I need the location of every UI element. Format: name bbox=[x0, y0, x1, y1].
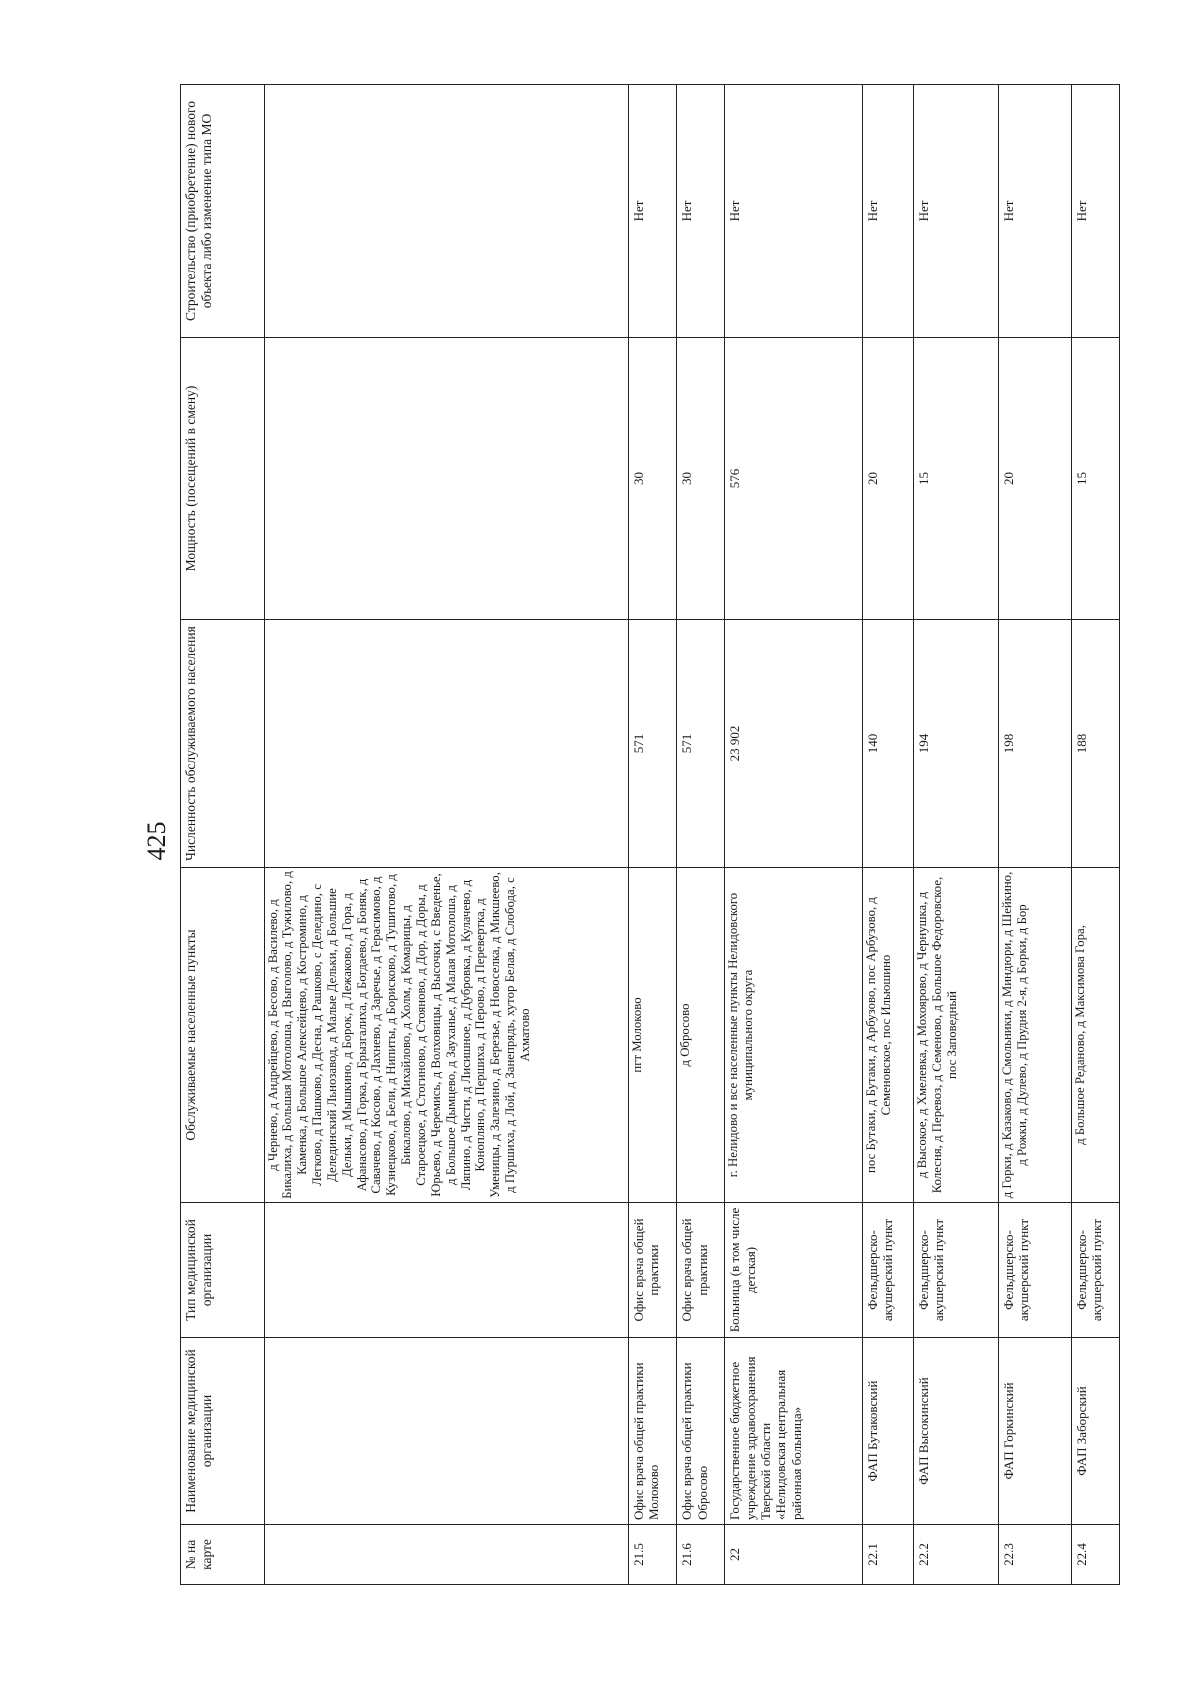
table-row bbox=[914, 85, 999, 1585]
table-row bbox=[628, 85, 677, 1585]
cell-population: 188 bbox=[1071, 620, 1119, 868]
cell-population: 198 bbox=[999, 620, 1072, 868]
cell-population: 571 bbox=[677, 620, 725, 868]
cell-served-localities: д Обросово bbox=[677, 868, 725, 1203]
rotated-table-container bbox=[180, 85, 1120, 1585]
cell-org-name: ФАП Заборский bbox=[1071, 1338, 1119, 1525]
cell-capacity: 576 bbox=[725, 338, 863, 620]
table-row bbox=[677, 85, 725, 1585]
cell-construction: Нет bbox=[628, 85, 677, 338]
page-number: 425 bbox=[142, 821, 171, 861]
cell-capacity: 30 bbox=[677, 338, 725, 620]
cell-construction: Нет bbox=[914, 85, 999, 338]
cell-construction: Нет bbox=[862, 85, 913, 338]
cell-map-number: 21.5 bbox=[628, 1525, 677, 1585]
cell-map-number: 22.2 bbox=[914, 1525, 999, 1585]
cell-org-type: Фельдшерско-акушерский пункт bbox=[1071, 1203, 1119, 1338]
cell-org-type: Офис врача общей практики bbox=[628, 1203, 677, 1338]
cell-population: 571 bbox=[628, 620, 677, 868]
cell-capacity: 15 bbox=[1071, 338, 1119, 620]
cell-map-number: 21.6 bbox=[677, 1525, 725, 1585]
header-construction: Строительство (приобретение) нового объекта либо изменение типа МО bbox=[181, 85, 265, 338]
cell-map-number: 22.1 bbox=[862, 1525, 913, 1585]
header-org-type: Тип медицинской организации bbox=[181, 1203, 265, 1338]
cell-org-type: Фельдшерско-акушерский пункт bbox=[999, 1203, 1072, 1338]
cell-served-localities: д Чернево, д Андрейцево, д Бесово, д Василево, д Бикалиха, д Большая Мотолоша, д Выголово, д Тужилово, д Каменка, д Большое Алексейцево, д Костромино, д Легково, д Пашково, д Десна, д Рашково, с Деледино, с Делединский Льнозавод, д Малые Дельки, д Большие Дельки, д Мышкино, д Борок, д Лежаково, д Гора, д Афанасово, д Горка, д Брызгалиха, д Богдаево, д Боняк, д Савачево, д Косово, д Лахнево, д Заречье, д Герасимово, д Кузнецково, д Бели, д Нипиты, д Борисково, д Тушитово, д Бикалово, д Михайлово, д Холм, д Комарицы, д Староецкое, д Стогиново, д Стояново, д Дор, д Доры, д Юрьево, д Черемись, д Волховицы, д Высочки, с Введенье, д Большое Дымцево, д Зауханье, д Малая Мотолоша, д Ляпино, д Чисти, д Лисишное, д Дубровка, д Кулачево, д Конопляно, д Першиха, д Перово, д Перевертка, д Уменицы, д Залезино, д Березье, д Новоселка, д Микшеево, д Пуршиха, д Лой, д Занепрядь, хутор Белая, д Слобода, с Ахматово bbox=[264, 868, 628, 1203]
table-row bbox=[999, 85, 1072, 1585]
medical-organizations-table bbox=[180, 84, 1120, 1585]
cell-served-localities: пгт Молоково bbox=[628, 868, 677, 1203]
header-served-localities: Обслуживаемые населенные пункты bbox=[181, 868, 265, 1203]
cell-population: 23 902 bbox=[725, 620, 863, 868]
cell-org-name: Офис врача общей практики Молоково bbox=[628, 1338, 677, 1525]
cell-construction: Нет bbox=[725, 85, 863, 338]
table-row bbox=[1071, 85, 1119, 1585]
cell-capacity bbox=[264, 338, 628, 620]
cell-population bbox=[264, 620, 628, 868]
cell-org-type: Офис врача общей практики bbox=[677, 1203, 725, 1338]
cell-map-number bbox=[264, 1525, 628, 1585]
cell-map-number: 22.3 bbox=[999, 1525, 1072, 1585]
table-header-row bbox=[181, 85, 265, 1585]
cell-capacity: 30 bbox=[628, 338, 677, 620]
cell-population: 140 bbox=[862, 620, 913, 868]
cell-served-localities: д Горки, д Казаково, д Смольники, д Миндюри, д Шейкино, д Рожки, д Дулево, д Прудня 2-я, д Борки, д Бор bbox=[999, 868, 1072, 1203]
header-map-number: № на карте bbox=[181, 1525, 265, 1585]
cell-map-number: 22 bbox=[725, 1525, 863, 1585]
header-population: Численность обслуживаемого населения bbox=[181, 620, 265, 868]
cell-served-localities: пос Бутаки, д Бутаки, д Арбузово, пос Арбузово, д Семеновское, пос Ильюшино bbox=[862, 868, 913, 1203]
cell-org-name: Государственное бюджетное учреждение здравоохранения Тверской области «Нелидовская центральная районная больница» bbox=[725, 1338, 863, 1525]
cell-map-number: 22.4 bbox=[1071, 1525, 1119, 1585]
cell-org-type: Фельдшерско-акушерский пункт bbox=[862, 1203, 913, 1338]
cell-served-localities: г. Нелидово и все населенные пункты Нелидовского муниципального округа bbox=[725, 868, 863, 1203]
cell-capacity: 20 bbox=[999, 338, 1072, 620]
cell-org-type bbox=[264, 1203, 628, 1338]
cell-org-name: Офис врача общей практики Обросово bbox=[677, 1338, 725, 1525]
cell-construction bbox=[264, 85, 628, 338]
cell-org-name: ФАП Горкинский bbox=[999, 1338, 1072, 1525]
cell-org-name: ФАП Бутаковский bbox=[862, 1338, 913, 1525]
header-capacity: Мощность (посещений в смену) bbox=[181, 338, 265, 620]
cell-served-localities: д Большое Реданово, д Максимова Гора, bbox=[1071, 868, 1119, 1203]
table-row bbox=[264, 85, 628, 1585]
cell-construction: Нет bbox=[677, 85, 725, 338]
table-row bbox=[862, 85, 913, 1585]
header-org-name: Наименование медицинской организации bbox=[181, 1338, 265, 1525]
table-row bbox=[725, 85, 863, 1585]
cell-org-type: Больница (в том числе детская) bbox=[725, 1203, 863, 1338]
cell-capacity: 15 bbox=[914, 338, 999, 620]
cell-org-type: Фельдшерско-акушерский пункт bbox=[914, 1203, 999, 1338]
cell-construction: Нет bbox=[999, 85, 1072, 338]
cell-construction: Нет bbox=[1071, 85, 1119, 338]
cell-population: 194 bbox=[914, 620, 999, 868]
cell-served-localities: д Высокое, д Хмелевка, д Мохоярово, д Чернушка, д Колесня, д Перевоз, д Семеново, д Большое Федоровское, пос Заповедный bbox=[914, 868, 999, 1203]
cell-capacity: 20 bbox=[862, 338, 913, 620]
cell-org-name bbox=[264, 1338, 628, 1525]
cell-org-name: ФАП Высокинский bbox=[914, 1338, 999, 1525]
